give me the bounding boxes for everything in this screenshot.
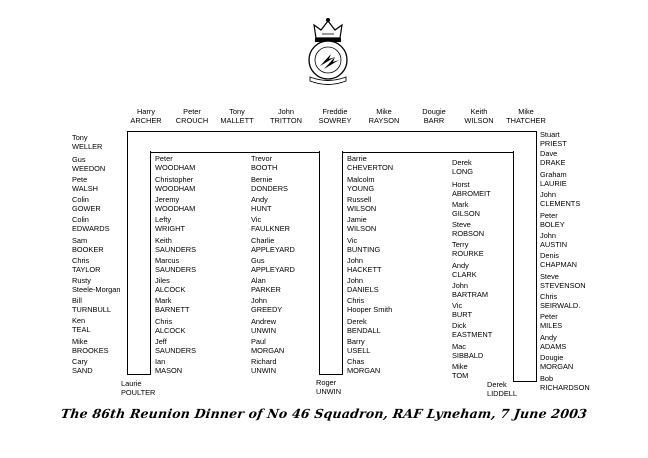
table-leg-right <box>513 151 537 382</box>
guest-name: Bill TURNBULL <box>72 296 112 314</box>
guest-name: Jeff SAUNDERS <box>155 337 197 355</box>
guest-name: Mark BARNETT <box>155 296 190 314</box>
guest-name: John AUSTIN <box>540 231 568 249</box>
guest-name: Colin EDWARDS <box>72 215 110 233</box>
guest-name: Christopher WOODHAM <box>155 175 196 193</box>
guest-name: John DANIELS <box>347 276 379 294</box>
guest-name: Mike RAYSON <box>368 107 400 125</box>
guest-name: Tony WELLER <box>72 133 103 151</box>
guest-name: Alan PARKER <box>251 276 281 294</box>
guest-name: Charlie APPLEYARD <box>251 236 295 254</box>
guest-name: Russell WILSON <box>347 195 377 213</box>
leg2-end-guest: Roger UNWIN <box>316 378 342 396</box>
guest-name: John HACKETT <box>347 256 382 274</box>
guest-name: John BARTRAM <box>452 281 489 299</box>
guest-name: Graham LAURIE <box>540 170 567 188</box>
guest-name: Colin GOWER <box>72 195 101 213</box>
guest-name: Gus WEEDON <box>72 155 106 173</box>
guest-name: Mark GILSON <box>452 200 480 218</box>
table-leg-left <box>127 151 151 375</box>
guest-name: Derek LONG <box>452 158 473 176</box>
guest-name: Ian MASON <box>155 357 183 375</box>
guest-name: Dick EASTMENT <box>452 321 493 339</box>
guest-name: Trevor BOOTH <box>251 154 278 172</box>
guest-name: Andy CLARK <box>452 261 477 279</box>
guest-name: Stuart PRIEST <box>540 130 567 148</box>
guest-name: Richard UNWIN <box>251 357 277 375</box>
caption: The 86th Reunion Dinner of No 46 Squadron, RAF Lyneham, 7 June 2003 <box>59 406 589 421</box>
guest-name: Vic BUNTING <box>347 236 381 254</box>
guest-name: Peter CROUCH <box>175 107 209 125</box>
guest-name: Andrew UNWIN <box>251 317 277 335</box>
guest-name: Mac SIBBALD <box>452 342 484 360</box>
guest-name: Peter MILES <box>540 312 563 330</box>
guest-name: Chris Hooper Smith <box>347 296 393 314</box>
guest-name: Marcus SAUNDERS <box>155 256 197 274</box>
leg1-end-guest: Laurie POULTER <box>121 379 156 397</box>
guest-name: Peter WOODHAM <box>155 154 196 172</box>
guest-name: Derek BENDALL <box>347 317 381 335</box>
guest-name: Dougie MORGAN <box>540 353 574 371</box>
guest-name: Jiles ALCOCK <box>155 276 186 294</box>
guest-name: Chris TAYLOR <box>72 256 101 274</box>
guest-name: Andy HUNT <box>251 195 272 213</box>
guest-name: Jeremy WOODHAM <box>155 195 196 213</box>
guest-name: Horst ABROMEIT <box>452 180 491 198</box>
guest-name: Ken TEAL <box>72 316 91 334</box>
table-leg-middle <box>319 151 343 375</box>
guest-name: Sam BOOKER <box>72 236 104 254</box>
guest-name: Keith WILSON <box>464 107 494 125</box>
guest-name: Mike TOM <box>452 362 469 380</box>
guest-name: Tony MALLETT <box>220 107 254 125</box>
guest-name: John TRITTON <box>270 107 302 125</box>
guest-name: Dave DRAKE <box>540 149 566 167</box>
guest-name: Paul MORGAN <box>251 337 285 355</box>
guest-name: Denis CHAPMAN <box>540 251 577 269</box>
guest-name: Terry ROURKE <box>452 240 484 258</box>
guest-name: Gus APPLEYARD <box>251 256 295 274</box>
guest-name: Freddie SOWREY <box>318 107 352 125</box>
squadron-crest <box>300 14 356 86</box>
guest-name: Chris SEIRWALD. <box>540 292 581 310</box>
guest-name: Mike BROOKES <box>72 337 109 355</box>
guest-name: John GREEDY <box>251 296 283 314</box>
guest-name: Andy ADAMS <box>540 333 567 351</box>
crown-icon <box>314 18 342 42</box>
guest-name: John CLEMENTS <box>540 190 581 208</box>
table-top-bar <box>127 131 537 153</box>
guest-name: Peter BOLEY <box>540 211 565 229</box>
guest-name: Vic FAULKNER <box>251 215 291 233</box>
guest-name: Barry USELL <box>347 337 371 355</box>
guest-name: Dougie BARR <box>422 107 446 125</box>
guest-name: Keith SAUNDERS <box>155 236 197 254</box>
guest-name: Jamie WILSON <box>347 215 377 233</box>
guest-name: Cary SAND <box>72 357 93 375</box>
guest-name: Mike THATCHER <box>506 107 546 125</box>
guest-name: Lefty WRIGHT <box>155 215 185 233</box>
guest-name: Chris ALCOCK <box>155 317 186 335</box>
guest-name: Barrie CHEVERTON <box>347 154 394 172</box>
guest-name: Rusty Steele-Morgan <box>72 276 121 294</box>
guest-name: Malcolm YOUNG <box>347 175 375 193</box>
leg3-end-guest: Derek LIDDELL <box>487 380 517 398</box>
guest-name: Bob RICHARDSON <box>540 374 590 392</box>
guest-name: Chas MORGAN <box>347 357 381 375</box>
guest-name: Harry ARCHER <box>130 107 162 125</box>
guest-name: Vic BURT <box>452 301 472 319</box>
guest-name: Bernie DONDERS <box>251 175 288 193</box>
guest-name: Steve ROBSON <box>452 220 485 238</box>
guest-name: Pete WALSH <box>72 175 99 193</box>
guest-name: Steve STEVENSON <box>540 272 586 290</box>
